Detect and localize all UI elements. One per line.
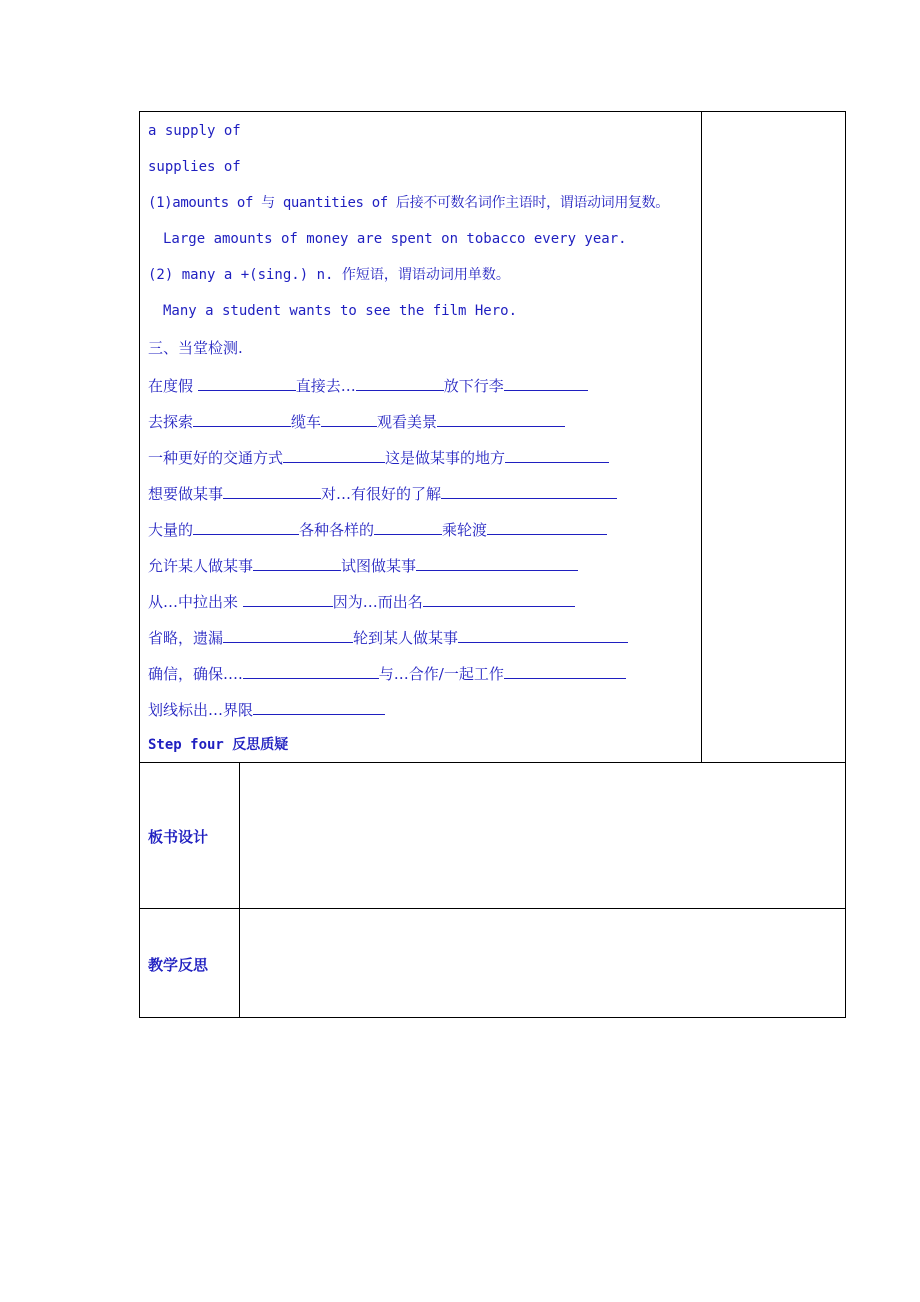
answer-blank[interactable] — [283, 446, 385, 463]
quiz-prompt: 轮到某人做某事 — [353, 629, 459, 647]
answer-blank[interactable] — [193, 518, 299, 535]
quiz-row-10 — [148, 698, 385, 720]
grammar-line-2: supplies of — [148, 159, 241, 175]
quiz-prompt: 大量的 — [148, 521, 194, 539]
answer-blank[interactable] — [193, 410, 291, 427]
quiz-row-6 — [148, 554, 578, 576]
grammar-example-2: Many a student wants to see the film Hero. — [163, 303, 518, 319]
quiz-row-2 — [148, 410, 565, 432]
answer-blank[interactable] — [416, 554, 578, 571]
quiz-row-3 — [148, 446, 609, 468]
answer-blank[interactable] — [243, 590, 333, 607]
quiz-prompt: 想要做某事 — [148, 485, 224, 503]
answer-blank[interactable] — [198, 374, 296, 391]
answer-blank[interactable] — [437, 410, 565, 427]
answer-blank[interactable] — [223, 482, 321, 499]
quiz-prompt: 允许某人做某事 — [148, 557, 254, 575]
grammar-example-1: Large amounts of money are spent on tobacco every year. — [163, 231, 627, 247]
quiz-prompt: 缆车 — [291, 413, 322, 431]
quiz-prompt: 在度假 — [148, 377, 198, 395]
quiz-prompt: 划线标出…界限 — [148, 701, 254, 719]
quiz-prompt: 乘轮渡 — [442, 521, 488, 539]
row-divider-1 — [139, 762, 846, 763]
quiz-row-9 — [148, 662, 626, 684]
answer-blank[interactable] — [223, 626, 353, 643]
table-border-right — [845, 111, 846, 1018]
answer-blank[interactable] — [253, 698, 385, 715]
quiz-row-4 — [148, 482, 617, 504]
quiz-prompt: 直接去… — [295, 377, 356, 395]
quiz-heading: 三、当堂检测. — [148, 339, 243, 357]
quiz-prompt: 对…有很好的了解 — [321, 485, 442, 503]
answer-blank[interactable] — [504, 662, 626, 679]
grammar-line-1: a supply of — [148, 123, 241, 139]
quiz-prompt: 去探索 — [148, 413, 194, 431]
answer-blank[interactable] — [356, 374, 444, 391]
table-border-left — [139, 111, 140, 1018]
quiz-prompt: 一种更好的交通方式 — [148, 449, 284, 467]
answer-blank[interactable] — [253, 554, 341, 571]
board-design-cell[interactable] — [241, 764, 844, 907]
teaching-reflection-label: 教学反思 — [148, 956, 209, 974]
quiz-prompt: 各种各样的 — [299, 521, 375, 539]
column-divider-top — [701, 111, 702, 763]
quiz-row-8 — [148, 626, 628, 648]
label-column-divider — [239, 762, 240, 1018]
quiz-row-5 — [148, 518, 607, 540]
row-divider-2 — [139, 908, 846, 909]
answer-blank[interactable] — [243, 662, 379, 679]
answer-blank[interactable] — [374, 518, 442, 535]
quiz-row-7 — [148, 590, 575, 612]
quiz-row-1 — [148, 374, 588, 396]
answer-blank[interactable] — [321, 410, 377, 427]
answer-blank[interactable] — [441, 482, 617, 499]
quiz-prompt: 因为…而出名 — [332, 593, 423, 611]
answer-blank[interactable] — [423, 590, 575, 607]
quiz-prompt: 观看美景 — [377, 413, 438, 431]
teaching-reflection-cell[interactable] — [241, 910, 844, 1016]
table-border-bottom — [139, 1017, 846, 1018]
answer-blank[interactable] — [504, 374, 588, 391]
quiz-prompt: 省略，遗漏 — [148, 629, 224, 647]
quiz-prompt: 与…合作/一起工作 — [378, 665, 504, 683]
quiz-prompt: 这是做某事的地方 — [385, 449, 506, 467]
quiz-prompt: 试图做某事 — [341, 557, 417, 575]
answer-blank[interactable] — [487, 518, 607, 535]
quiz-prompt: 放下行李 — [443, 377, 504, 395]
table-border-top — [139, 111, 846, 112]
step-four-heading: Step four 反思质疑 — [148, 737, 289, 753]
quiz-prompt: 从…中拉出来 — [148, 593, 243, 611]
grammar-rule-1: (1)amounts of 与 quantities of 后接不可数名词作主语时，谓语动词用复数。 — [148, 195, 669, 211]
board-design-label: 板书设计 — [148, 828, 209, 846]
grammar-rule-2: (2) many a +(sing.) n. 作短语，谓语动词用单数。 — [148, 267, 510, 283]
answer-blank[interactable] — [458, 626, 628, 643]
quiz-prompt: 确信，确保…. — [148, 665, 243, 683]
answer-blank[interactable] — [505, 446, 609, 463]
